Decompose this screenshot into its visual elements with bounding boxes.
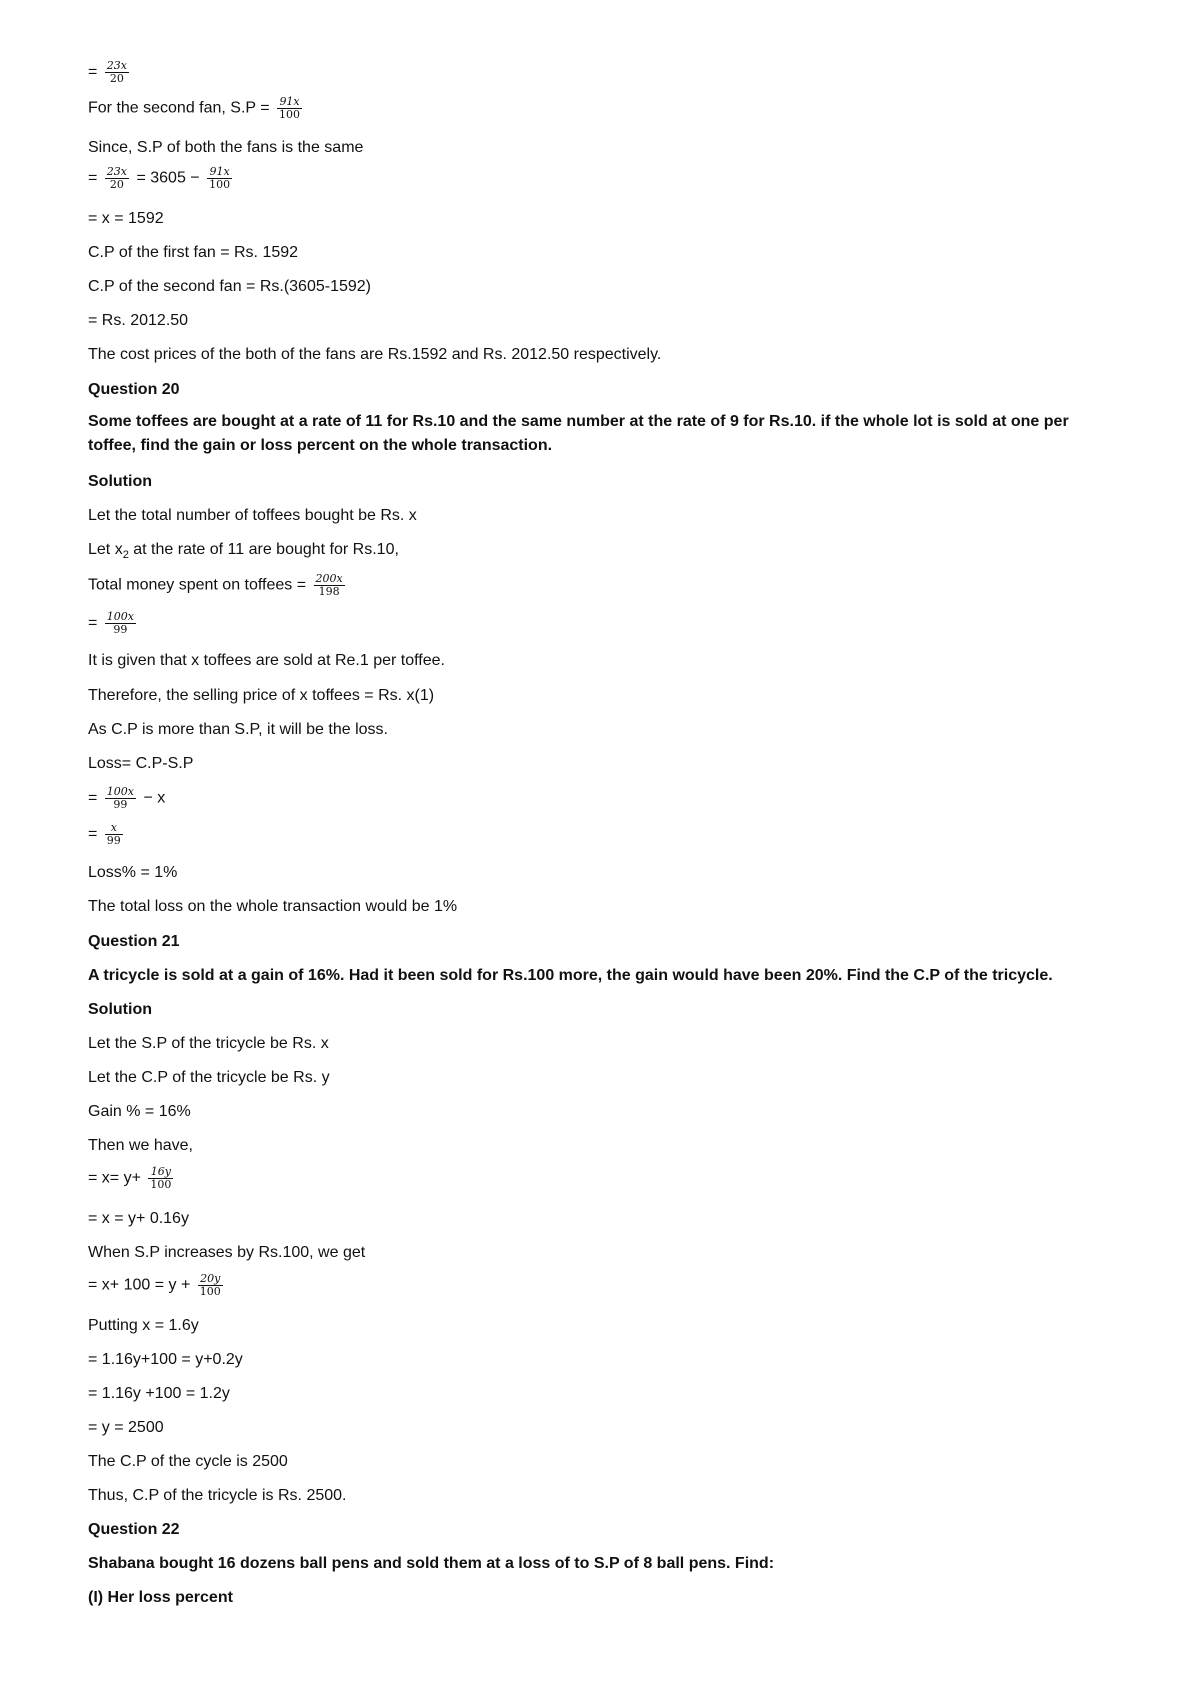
numerator: 200x <box>315 572 343 585</box>
solution-heading: Solution <box>88 473 152 490</box>
subscript: 2 <box>122 549 129 562</box>
equals-sign: = <box>88 169 98 187</box>
fraction <box>105 60 129 85</box>
numerator: 23x <box>106 59 127 72</box>
equation-line <box>88 166 235 191</box>
numerator: 91x <box>277 96 302 109</box>
fraction <box>314 573 345 598</box>
text-line: Thus, C.P of the tricycle is Rs. 2500. <box>88 1487 347 1504</box>
text-line: = Rs. 2012.50 <box>88 312 189 329</box>
text-line: It is given that x toffees are sold at Re.1 per toffee. <box>88 652 445 669</box>
denominator: 99 <box>106 834 121 847</box>
denominator: 198 <box>318 585 340 598</box>
text-line <box>88 96 305 121</box>
fraction <box>198 1273 223 1298</box>
denominator: 20 <box>109 178 124 191</box>
equals-sign: = <box>88 63 98 81</box>
denominator: 99 <box>113 798 128 811</box>
question-heading: Question 21 <box>88 933 180 950</box>
question-text: A tricycle is sold at a gain of 16%. Had it been sold for Rs.100 more, the gain would have been 20%. Find the C.P of the tricycle. <box>88 967 1053 984</box>
text-line: Therefore, the selling price of x toffees = Rs. x(1) <box>88 687 435 704</box>
text-line: Loss% = 1% <box>88 864 178 881</box>
question-text: Shabana bought 16 dozens ball pens and sold them at a loss of to S.P of 8 ball pens. Find: <box>88 1555 775 1572</box>
text-line: Since, S.P of both the fans is the same <box>88 139 364 156</box>
numerator: 91x <box>207 166 232 179</box>
text-line: The total loss on the whole transaction would be 1% <box>88 898 458 915</box>
question-text: Some toffees are bought at a rate of 11 for Rs.10 and the same number at the rate of 9 for Rs.10. if the whole lot is sold at one per toffee, find the gain or loss percent on the whole transaction. <box>88 413 1069 454</box>
text-line: When S.P increases by Rs.100, we get <box>88 1244 366 1261</box>
text-line: = 1.16y +100 = 1.2y <box>88 1385 230 1402</box>
text-line: Gain % = 16% <box>88 1103 191 1120</box>
equals-sign: = <box>88 825 98 843</box>
denominator: 100 <box>199 1285 221 1298</box>
denominator: 99 <box>113 623 128 636</box>
denominator: 20 <box>109 72 124 85</box>
text-line: Then we have, <box>88 1137 193 1154</box>
equation-line <box>88 786 165 811</box>
equation-middle: = 3605 − <box>136 169 200 187</box>
line-text: For the second fan, S.P = <box>88 99 270 117</box>
line-text: Total money spent on toffees = <box>88 576 307 594</box>
numerator: x <box>105 822 123 835</box>
line-text: = x+ 100 = y + <box>88 1276 191 1294</box>
equation-line <box>88 611 139 636</box>
numerator: 100x <box>106 610 134 623</box>
equals-sign: = <box>88 614 98 632</box>
equation-tail: − x <box>143 789 166 807</box>
question-subpart: (I) Her loss percent <box>88 1589 233 1606</box>
text-line: Let the C.P of the tricycle be Rs. y <box>88 1069 330 1086</box>
fraction <box>105 611 136 636</box>
text-line: The C.P of the cycle is 2500 <box>88 1453 288 1470</box>
line-text: at the rate of 11 are bought for Rs.10, <box>128 541 399 558</box>
fraction <box>277 96 302 121</box>
line-text: Let x <box>88 541 123 558</box>
text-line <box>88 573 348 598</box>
question-heading: Question 20 <box>88 381 180 398</box>
equals-sign: = <box>88 789 98 807</box>
text-line: = x = 1592 <box>88 210 164 227</box>
fraction <box>207 166 232 191</box>
solution-heading: Solution <box>88 1001 152 1018</box>
numerator: 20y <box>198 1273 223 1286</box>
numerator: 16y <box>148 1166 173 1179</box>
numerator: 100x <box>106 785 134 798</box>
line-text: = x= y+ <box>88 1169 141 1187</box>
denominator: 100 <box>279 108 301 121</box>
text-line: Let the total number of toffees bought be Rs. x <box>88 507 417 524</box>
text-line: = x = y+ 0.16y <box>88 1210 189 1227</box>
denominator: 100 <box>209 178 231 191</box>
text-line: C.P of the second fan = Rs.(3605-1592) <box>88 278 371 295</box>
text-line: The cost prices of the both of the fans are Rs.1592 and Rs. 2012.50 respectively. <box>88 346 662 363</box>
text-line: = y = 2500 <box>88 1419 164 1436</box>
text-line: As C.P is more than S.P, it will be the loss. <box>88 721 388 738</box>
text-line: C.P of the first fan = Rs. 1592 <box>88 244 299 261</box>
numerator: 23x <box>106 165 127 178</box>
fraction <box>105 786 136 811</box>
text-line: Loss= C.P-S.P <box>88 755 194 772</box>
fraction <box>105 822 123 847</box>
equation-line <box>88 822 126 847</box>
question-heading: Question 22 <box>88 1521 180 1538</box>
text-line <box>88 540 399 565</box>
equation-line <box>88 1166 176 1191</box>
text-line: Let the S.P of the tricycle be Rs. x <box>88 1035 329 1052</box>
denominator: 100 <box>150 1178 172 1191</box>
fraction <box>105 166 129 191</box>
text-line: = 1.16y+100 = y+0.2y <box>88 1351 243 1368</box>
fraction <box>148 1166 173 1191</box>
equation-line <box>88 1273 226 1298</box>
text-line: Putting x = 1.6y <box>88 1317 199 1334</box>
equation-line <box>88 60 132 85</box>
